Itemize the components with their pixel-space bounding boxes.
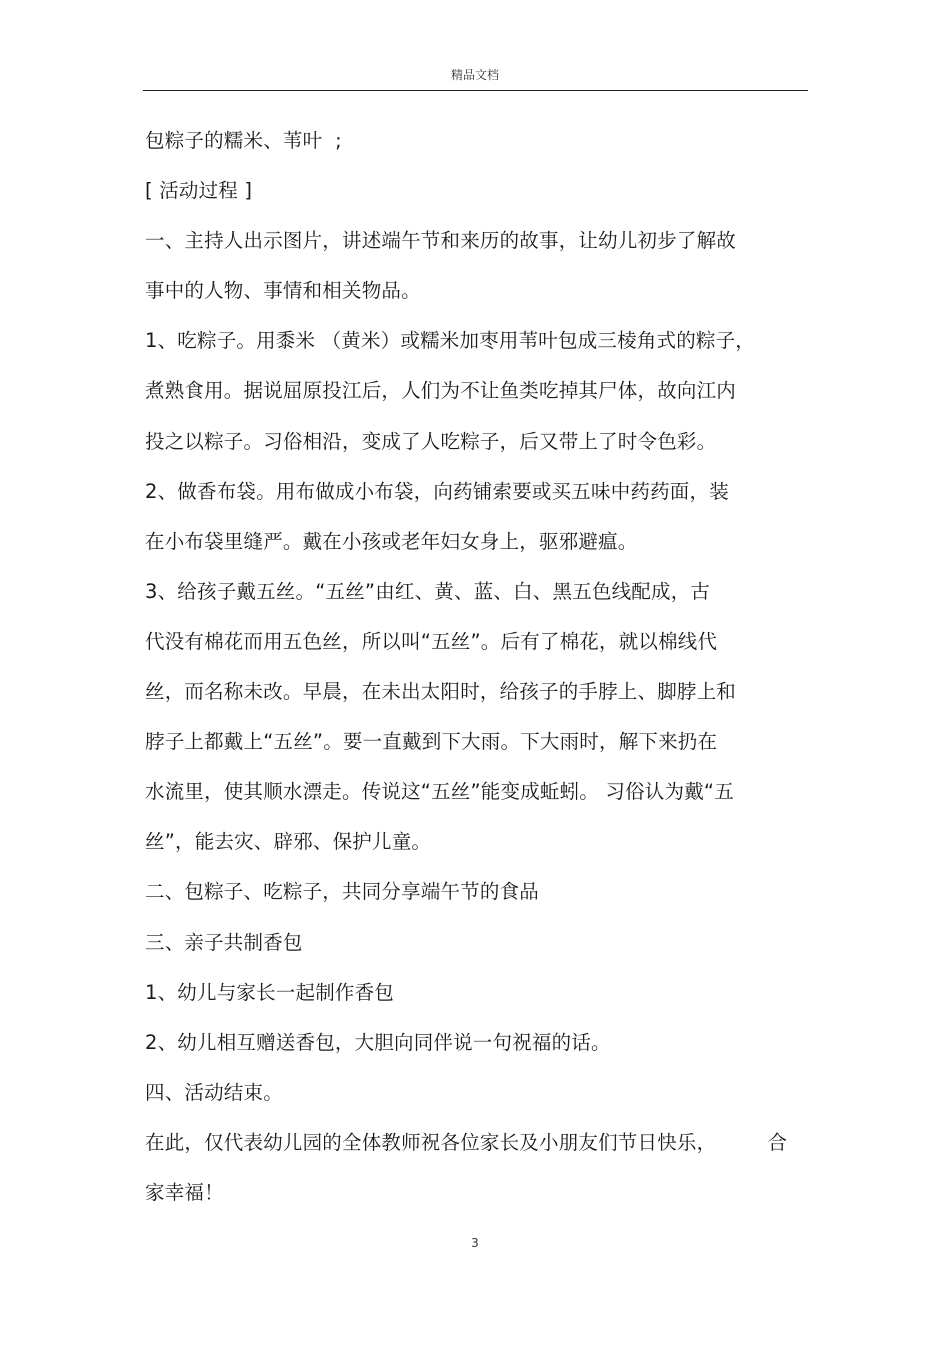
text-line: 2、做香布袋。用布做成小布袋，向药铺索要或买五味中药药面，装 [145,479,729,503]
text-line: 包粽子的糯米、苇叶 ; [145,129,342,152]
text-line: 四、活动结束。 [145,1080,283,1104]
text-line: 3、给孩子戴五丝。“五丝”由红、黄、蓝、白、黑五色线配成，古 [145,579,711,603]
text-line: 脖子上都戴上“五丝”。要一直戴到下大雨。下大雨时，解下来扔在 [145,730,718,754]
text-line: 事中的人物、事情和相关物品。 [145,279,421,303]
text-line: 1、幼儿与家长一起制作香包 [145,980,395,1004]
text-line: 投之以粽子。习俗相沿，变成了人吃粽子，后又带上了时令色彩。 [145,429,717,453]
text-line: 三、亲子共制香包 [145,930,303,954]
text-line: 代没有棉花而用五色丝，所以叫“五丝”。后有了棉花，就以棉线代 [145,629,718,653]
text-line: 丝，而名称未改。早晨，在未出太阳时，给孩子的手脖上、脚脖上和 [145,680,737,704]
page-number: 3 [471,1236,479,1250]
text-line: 家幸福！ [145,1180,224,1204]
text-line: [ 活动过程 ] [145,179,253,203]
header-title: 精品文档 [450,68,499,82]
text-line: 2、幼儿相互赠送香包，大胆向同伴说一句祝福的话。 [145,1030,611,1054]
text-line: 1、吃粽子。用黍米 （黄米）或糯米加枣用苇叶包成三棱角式的粽子， [145,329,756,353]
text-line: 丝”，能去灾、辟邪、保护儿童。 [145,830,432,854]
header-divider [143,90,808,91]
text-line: 在小布袋里缝严。戴在小孩或老年妇女身上，驱邪避瘟。 [145,529,638,553]
text-line: 二、包粽子、吃粽子，共同分享端午节的食品 [145,880,540,904]
text-line: 水流里，使其顺水漂走。传说这“五丝”能变成蚯蚓。 习俗认为戴“五 [145,780,734,804]
body-text [145,121,810,1223]
text-line: 在此，仅代表幼儿园的全体教师祝各位家长及小朋友们节日快乐， 合 [145,1130,788,1154]
text-line: 煮熟食用。据说屈原投江后，人们为不让鱼类吃掉其尸体，故向江内 [145,379,737,403]
text-line: 一、主持人出示图片，讲述端午节和来历的故事，让幼儿初步了解故 [145,229,737,253]
